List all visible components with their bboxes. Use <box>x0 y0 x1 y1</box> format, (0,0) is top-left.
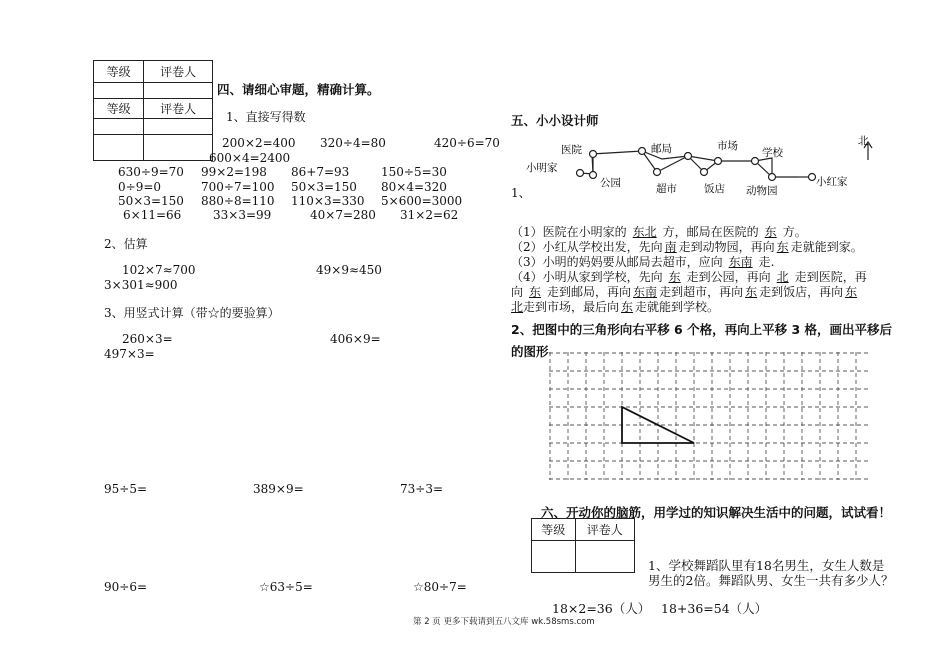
calc-item: 86+7=93 <box>291 165 350 179</box>
section4-part2: 2、估算 <box>104 237 148 251</box>
question-3: （3）小明的妈妈要从邮局去超市，应向 东南 走. <box>511 255 775 269</box>
vertical-calc: ☆63÷5= <box>259 580 313 594</box>
calc-item: 600×4=2400 <box>209 151 291 165</box>
label-zoo: 动物园 <box>746 185 778 197</box>
vertical-calc: 497×3= <box>104 347 155 361</box>
calc-item: 50×3=150 <box>291 180 357 194</box>
estimate-item: 3×301≈900 <box>104 278 178 292</box>
calc-item: 700÷7=100 <box>201 180 275 194</box>
question-1: （1）医院在小明家的 东北 方，邮局在医院的 东 方。 <box>511 225 807 239</box>
calc-item: 880÷8=110 <box>201 194 275 208</box>
section5-number: 1、 <box>511 186 531 200</box>
calc-item: 320÷4=80 <box>320 136 386 150</box>
node-restaurant <box>701 169 708 176</box>
section4-title: 四、请细心审题，精确计算。 <box>217 82 380 97</box>
calc-item: 99×2=198 <box>201 165 267 179</box>
node-market <box>685 153 692 160</box>
section4-part1: 1、直接写得数 <box>226 110 306 124</box>
section5-part2-cont: 的图形 <box>511 344 549 359</box>
vertical-calc: 406×9= <box>330 332 381 346</box>
section5-part2: 2、把图中的三角形向右平移 6 个格，再向上平移 3 格，画出平移后 <box>511 322 893 337</box>
label-market: 市场 <box>717 140 738 152</box>
page-footer: 第 2 页 更多下载请到五八文库 wk.58sms.com <box>413 617 595 627</box>
label-xiaohong-home: 小红家 <box>816 176 848 188</box>
calc-item: 33×3=99 <box>213 208 272 222</box>
north-label: 北 <box>858 135 869 147</box>
grade-header: 等级 <box>94 99 144 119</box>
question-4-line1: （4）小明从家到学校，先向 东 走到公园，再向 北 走到医院，再 <box>511 270 867 284</box>
question-4-line2: 向 东 走到邮局，再向 东南 走到超市，再向 东 走到饭店，再向 东 <box>511 285 858 299</box>
label-park: 公园 <box>600 177 621 189</box>
calc-item: 0÷9=0 <box>118 180 162 194</box>
label-hospital: 医院 <box>561 144 582 156</box>
calc-item: 80×4=320 <box>381 180 447 194</box>
calc-item: 420÷6=70 <box>434 136 500 150</box>
calc-item: 150÷5=30 <box>381 165 447 179</box>
calc-item: 31×2=62 <box>400 208 459 222</box>
vertical-calc: ☆80÷7= <box>413 580 467 594</box>
vertical-calc: 90÷6= <box>104 580 148 594</box>
translation-grid <box>549 352 873 486</box>
calc-item: 50×3=150 <box>118 194 184 208</box>
question-2: （2）小红从学校出发，先向 南 走到动物园，再向 东 走就能到家。 <box>511 240 863 254</box>
answer-step2: 18+36=54（人） <box>661 601 768 616</box>
node-post-office <box>639 148 646 155</box>
label-xiaoming-home: 小明家 <box>526 162 558 174</box>
calc-item: 40×7=280 <box>310 208 376 222</box>
grade-header: 等级 <box>94 61 144 83</box>
word-problem-line1: 1、学校舞蹈队里有18名男生，女生人数是 <box>648 558 885 573</box>
node-hospital <box>590 151 597 158</box>
label-supermarket: 超市 <box>656 183 677 195</box>
word-problem-line2: 男生的2倍。舞蹈队男、女生一共有多少人？ <box>648 573 894 588</box>
estimate-item: 49×9≈450 <box>316 263 382 277</box>
node-zoo <box>769 174 776 181</box>
node-school <box>752 158 759 165</box>
node-park <box>590 172 597 179</box>
grader-header: 评卷人 <box>144 61 213 83</box>
label-school: 学校 <box>762 147 783 159</box>
question-4-line3: 北走到市场，最后向 东 走就能到学校。 <box>511 300 720 314</box>
vertical-calc: 95÷5= <box>104 482 148 496</box>
calc-item: 200×2=400 <box>222 136 296 150</box>
calc-item: 630÷9=70 <box>118 165 184 179</box>
grade-table-left <box>93 60 213 161</box>
label-post-office: 邮局 <box>651 143 672 155</box>
node-xiaoming-home <box>577 170 584 177</box>
section6-title: 六、开动你的脑筋，用学过的知识解决生活中的问题，试试看！ <box>541 505 892 520</box>
estimate-item: 102×7≈700 <box>122 263 196 277</box>
calc-item: 110×3=330 <box>291 194 365 208</box>
grader-header: 评卷人 <box>144 99 213 119</box>
vertical-calc: 389×9= <box>253 482 304 496</box>
label-restaurant: 饭店 <box>704 183 725 195</box>
section5-title: 五、小小设计师 <box>511 113 599 128</box>
vertical-calc: 260×3= <box>122 332 173 346</box>
calc-item: 6×11=66 <box>123 208 182 222</box>
section4-part3: 3、用竖式计算（带☆的要验算） <box>104 306 280 320</box>
vertical-calc: 73÷3= <box>400 482 444 496</box>
grade-table-right <box>531 518 635 573</box>
grade-header: 等级 <box>532 519 576 541</box>
node-market2 <box>715 158 722 165</box>
answer-step1: 18×2=36（人） <box>552 601 651 616</box>
route-map <box>520 130 890 210</box>
grader-header: 评卷人 <box>575 519 634 541</box>
node-xiaohong-home <box>809 174 816 181</box>
node-supermarket <box>654 169 661 176</box>
calc-item: 5×600=3000 <box>381 194 463 208</box>
